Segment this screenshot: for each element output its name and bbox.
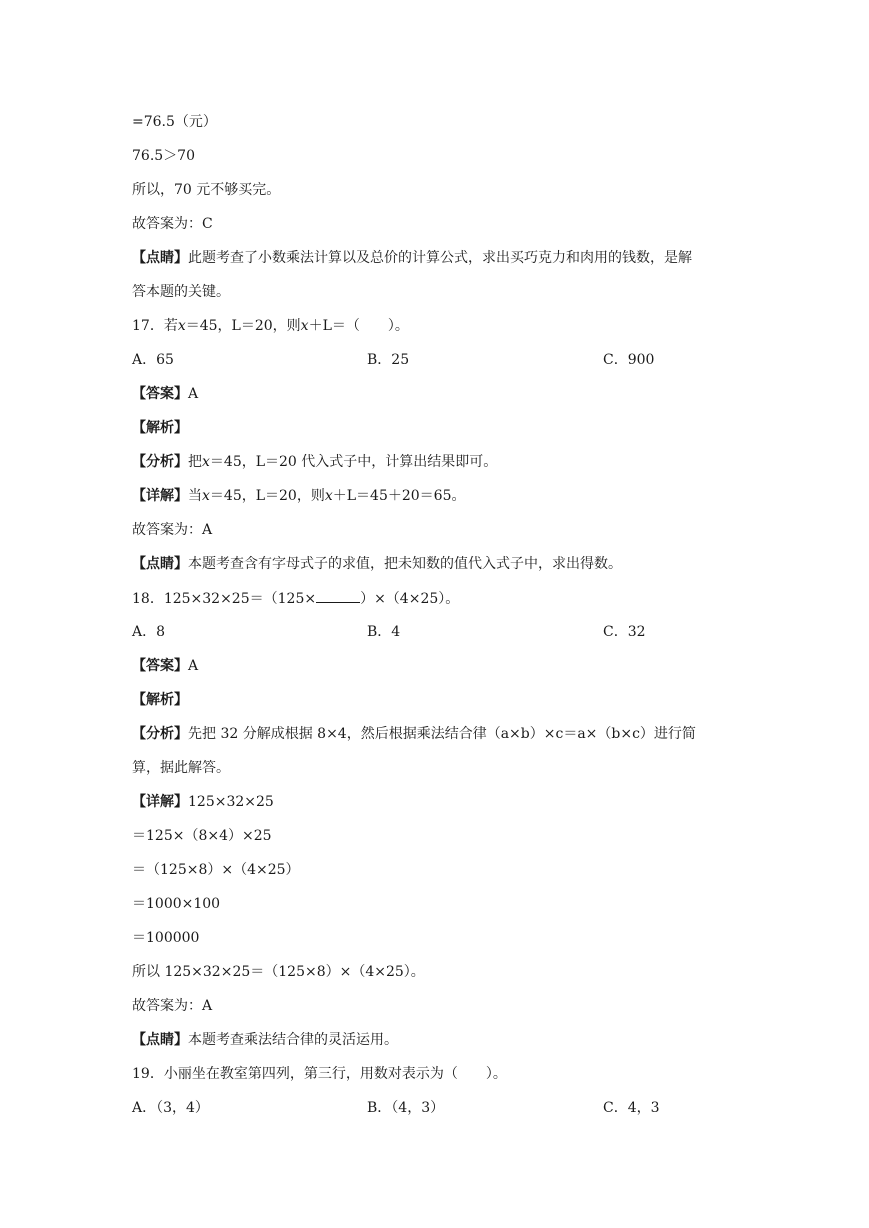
q19-option-b: B．（4，3） <box>367 1100 445 1116</box>
q18-step-3: ＝1000×100 <box>132 896 221 912</box>
q17-analysis-tag: 【解析】 <box>132 420 188 436</box>
prev-comment <box>132 248 692 268</box>
q18-fenxi: 【分析】先把 32 分解成根据 8×4，然后根据乘法结合律（a×b）×c＝a×（b×c）进行简 <box>132 726 696 742</box>
q17-option-b: B．25 <box>367 352 410 368</box>
comment-text: 此题考查了小数乘法计算以及总价的计算公式，求出买巧克力和肉用的钱数，是解 <box>188 250 692 266</box>
q18-fenxi-cont: 算，据此解答。 <box>132 760 230 776</box>
answer-blank <box>316 588 360 603</box>
q18-step-1: ＝125×（8×4）×25 <box>132 828 272 844</box>
q18-option-a: A．8 <box>132 624 166 640</box>
q18-final-answer: 故答案为：A <box>132 998 213 1014</box>
q17-stem: 17．若x＝45，L＝20，则x＋L＝（ ）。 <box>132 318 409 334</box>
q18-step-2: ＝（125×8）×（4×25） <box>132 862 300 878</box>
q17-fenxi: 【分析】把x＝45，L＝20 代入式子中，计算出结果即可。 <box>132 454 498 470</box>
q19-option-a: A．（3，4） <box>132 1100 209 1116</box>
q18-xiangjie: 【详解】125×32×25 <box>132 794 274 810</box>
q17-option-a: A．65 <box>132 352 174 368</box>
q18-step-4: ＝100000 <box>132 930 200 946</box>
q18-option-b: B．4 <box>367 624 401 640</box>
q19-option-c: C．4，3 <box>603 1100 660 1116</box>
q18-stem: 18．125×32×25＝（125× ）×（4×25）。 <box>132 588 459 609</box>
prev-comment-cont: 答本题的关键。 <box>132 284 230 300</box>
q18-answer: 【答案】A <box>132 658 199 674</box>
q18-analysis-tag: 【解析】 <box>132 692 188 708</box>
step-result: =76.5（元） <box>132 114 217 130</box>
prev-final-answer: 故答案为：C <box>132 216 213 232</box>
q18-option-c: C．32 <box>603 624 646 640</box>
compare-line: 76.5＞70 <box>132 148 195 164</box>
q17-final-answer: 故答案为：A <box>132 522 213 538</box>
comment-tag: 【点睛】 <box>132 250 188 266</box>
q18-comment: 【点睛】本题考查乘法结合律的灵活运用。 <box>132 1032 398 1048</box>
q18-so: 所以 125×32×25＝（125×8）×（4×25）。 <box>132 964 425 980</box>
q17-answer: 【答案】A <box>132 386 199 402</box>
q17-xiangjie: 【详解】当x＝45，L＝20，则x＋L＝45＋20＝65。 <box>132 488 466 504</box>
conclusion-line: 所以，70 元不够买完。 <box>132 182 281 198</box>
q19-stem: 19．小丽坐在教室第四列，第三行，用数对表示为（ ）。 <box>132 1066 507 1082</box>
q17-option-c: C．900 <box>603 352 655 368</box>
q17-comment: 【点睛】本题考查含有字母式子的求值，把未知数的值代入式子中，求出得数。 <box>132 556 622 572</box>
